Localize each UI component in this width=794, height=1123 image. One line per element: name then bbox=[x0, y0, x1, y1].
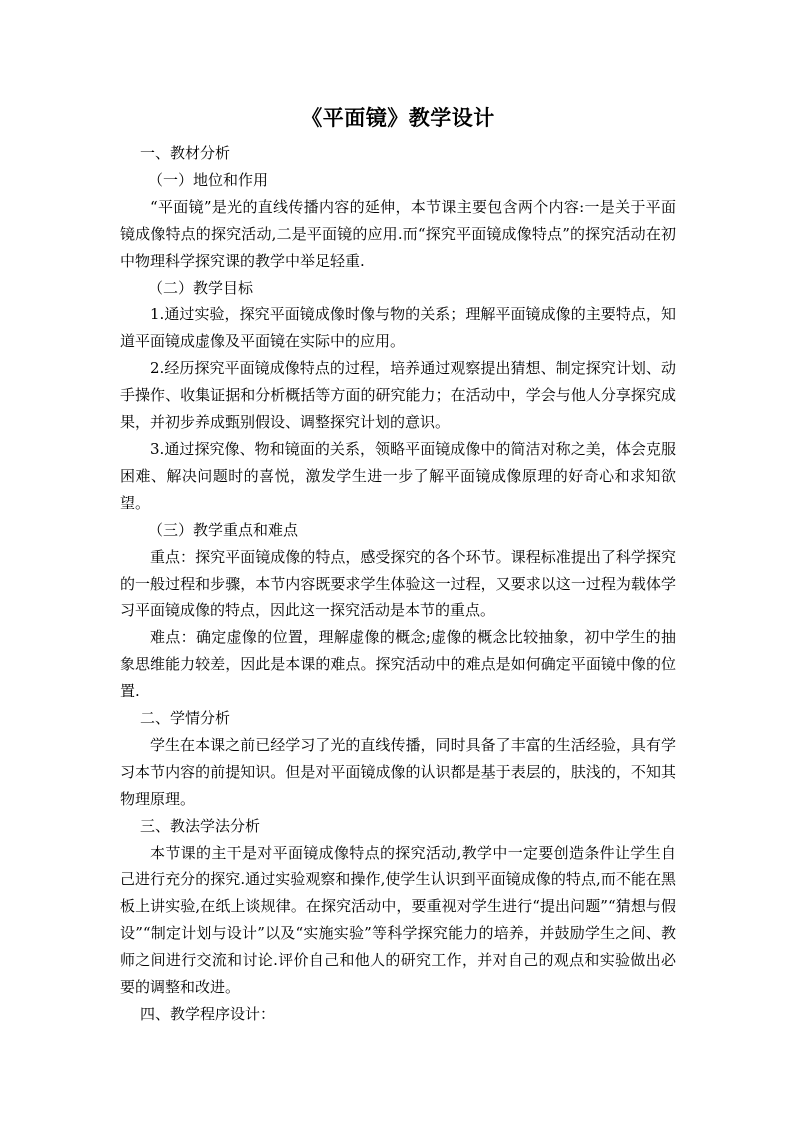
paragraph-objective-2: 2.经历探究平面镜成像特点的过程，培养通过观察提出猜想、制定探究计划、动手操作、收集证据和分析概括等方面的研究能力；在活动中，学会与他人分享探究成果，并初步养成甄别假设、调整探究计划的意识。 bbox=[120, 359, 676, 432]
section-heading-teaching-material-analysis: 一、教材分析 bbox=[140, 144, 231, 162]
subsection-heading-key-points-and-difficulties: （三）教学重点和难点 bbox=[148, 520, 299, 539]
document-title: 《平面镜》教学设计 bbox=[301, 105, 495, 130]
paragraph-learner-analysis: 学生在本课之前已经学习了光的直线传播，同时具备了丰富的生活经验，具有学习本节内容的前提知识。但是对平面镜成像的认识都是基于表层的，肤浅的，不知其物理原理。 bbox=[120, 735, 676, 808]
paragraph-key-points: 重点：探究平面镜成像的特点，感受探究的各个环节。课程标准提出了科学探究的一般过程和步骤，本节内容既要求学生体验这一过程，又要求以这一过程为载体学习平面镜成像的特点，因此这一探究活动是本节的重点。 bbox=[120, 547, 676, 620]
subsection-heading-status-and-role: （一）地位和作用 bbox=[148, 170, 269, 189]
document-content bbox=[120, 100, 676, 1028]
paragraph-objective-1: 1.通过实验，探究平面镜成像时像与物的关系；理解平面镜成像的主要特点，知道平面镜成虚像及平面镜在实际中的应用。 bbox=[120, 305, 676, 351]
paragraph-objective-3: 3.通过探究像、物和镜面的关系，领略平面镜成像中的简洁对称之美，体会克服困难、解决问题时的喜悦，激发学生进一步了解平面镜成像原理的好奇心和求知欲望。 bbox=[120, 439, 676, 512]
paragraph-status-and-role: “平面镜”是光的直线传播内容的延伸，本节课主要包含两个内容:一是关于平面镜成像特点的探究活动,二是平面镜的应用.而“探究平面镜成像特点”的探究活动在初中物理科学探究课的教学中举足轻重. bbox=[120, 197, 676, 270]
section-heading-teaching-procedure-design: 四、教学程序设计： bbox=[140, 1005, 276, 1023]
section-heading-learner-analysis: 二、学情分析 bbox=[140, 709, 231, 728]
paragraph-teaching-method-analysis: 本节课的主干是对平面镜成像特点的探究活动,教学中一定要创造条件让学生自己进行充分的探究.通过实验观察和操作,使学生认识到平面镜成像的特点,而不能在黑板上讲实验,在纸上谈规律。在探究活动中，要重视对学生进行“提出问题”“猜想与假设”“制定计划与设计”以及“实施实验”等科学探究能力的培养，并鼓励学生之间、教师之间进行交流和讨论.评价自己和他人的研究工作，并对自己的观点和实验做出必要的调整和改进。 bbox=[120, 843, 676, 997]
section-heading-teaching-method-analysis: 三、教法学法分析 bbox=[140, 816, 261, 835]
paragraph-difficulties: 难点：确定虚像的位置，理解虚像的概念;虚像的概念比较抽象，初中学生的抽象思维能力较差，因此是本课的难点。探究活动中的难点是如何确定平面镜中像的位置. bbox=[120, 628, 676, 701]
subsection-heading-teaching-objectives: （二）教学目标 bbox=[148, 278, 254, 297]
